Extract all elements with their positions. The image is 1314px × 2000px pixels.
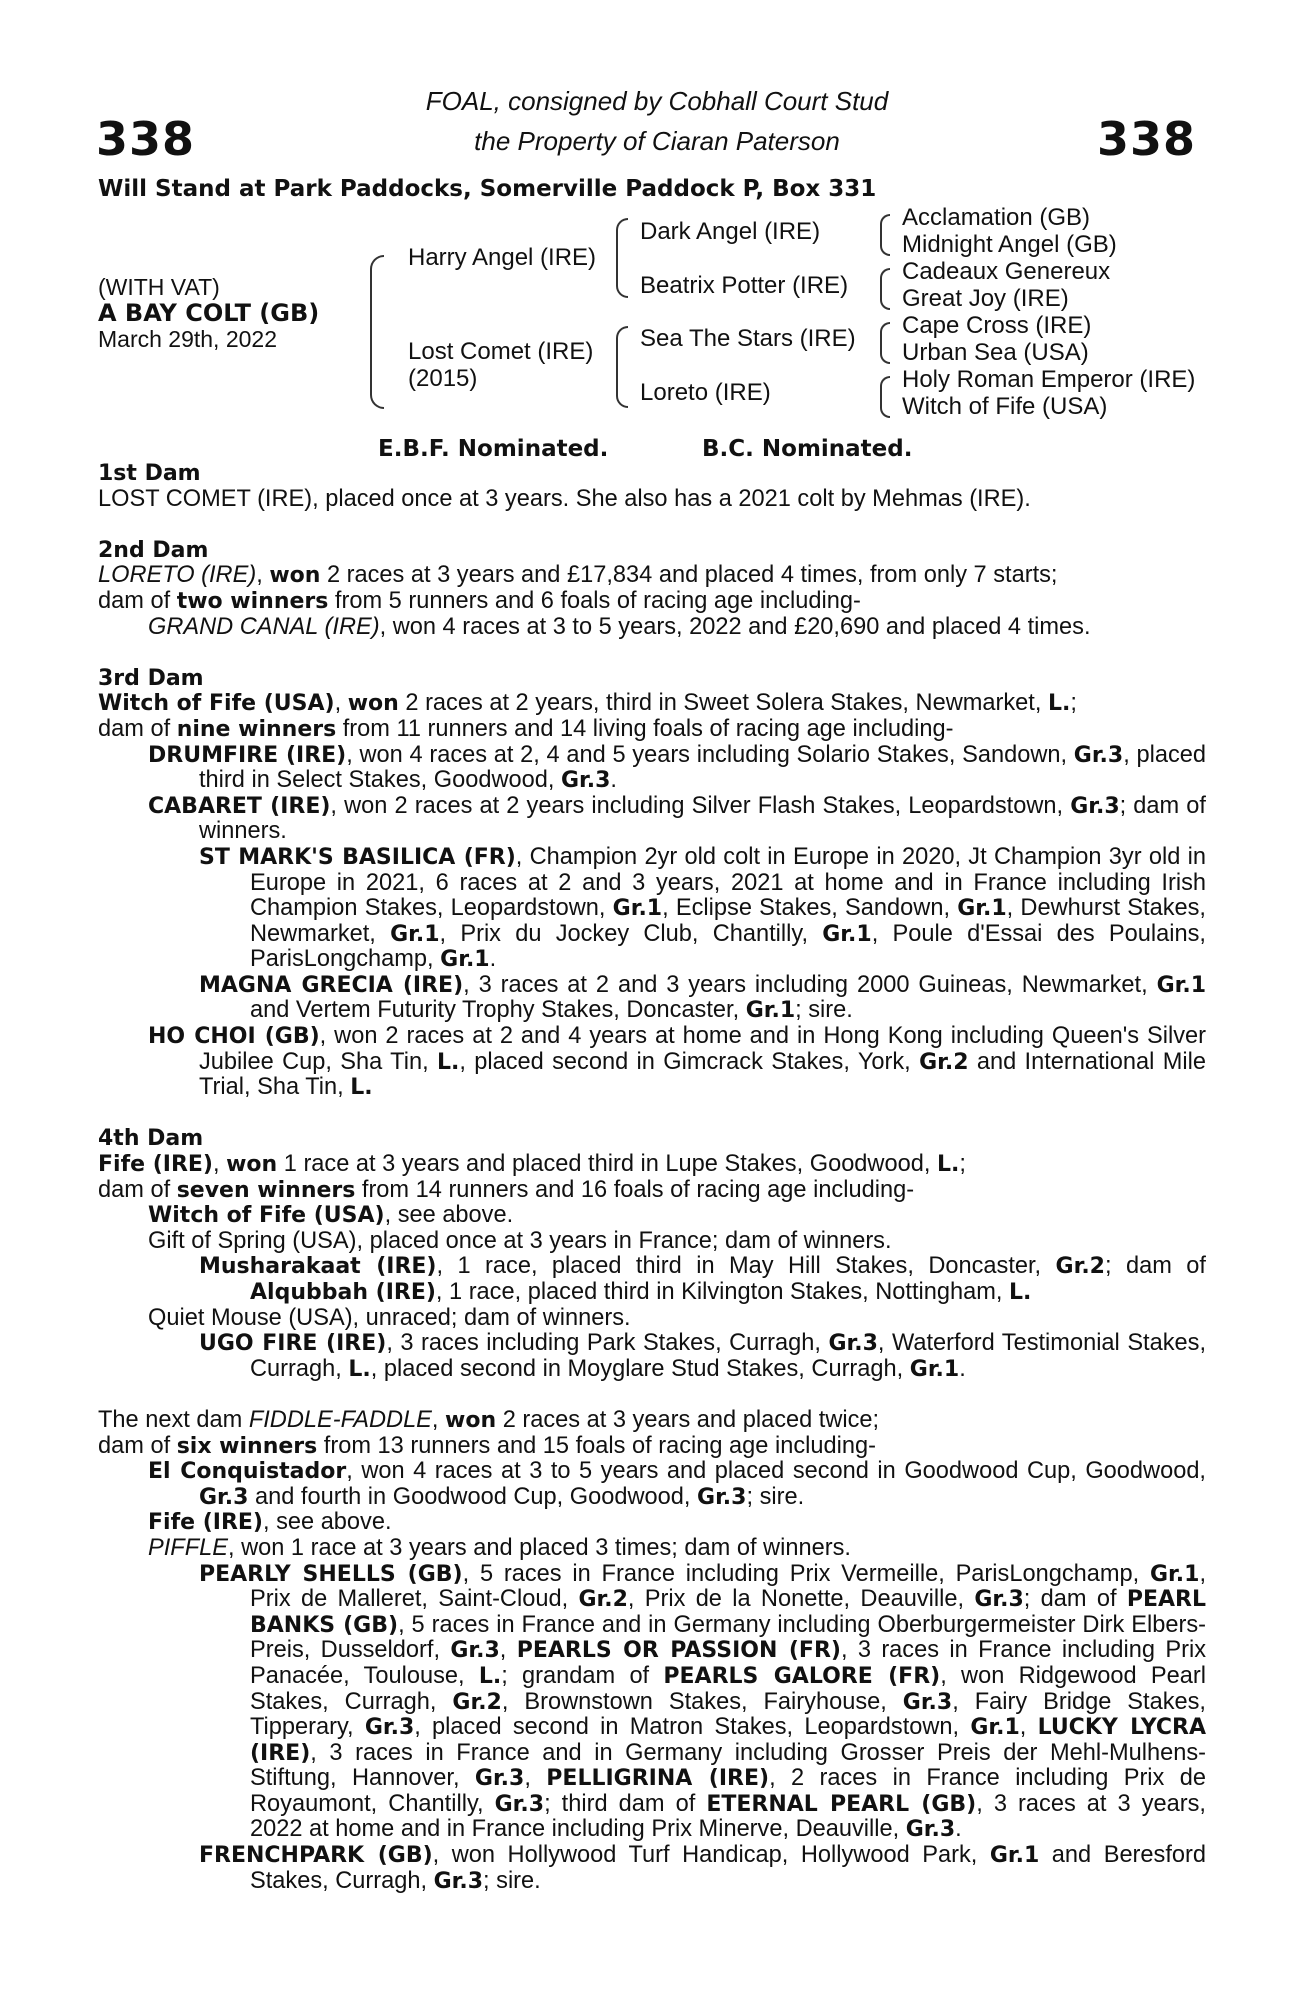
produce-el-conquistador bbox=[98, 1459, 1206, 1510]
text: , placed second in Moyglare Stud Stakes, Curragh, bbox=[370, 1355, 910, 1382]
grade: Gr.1 bbox=[909, 1356, 960, 1382]
grade: Gr.3 bbox=[474, 1766, 525, 1792]
next-dam-name: FIDDLE-FADDLE bbox=[248, 1406, 432, 1433]
next-dam-line1: The next dam FIDDLE-FADDLE, won 2 races at 3 years and placed twice; bbox=[98, 1406, 880, 1433]
grade: Gr.1 bbox=[970, 1715, 1020, 1741]
won-label: won bbox=[269, 563, 321, 589]
text: 2 races at 3 years and £17,834 and placed 4 times, from only 7 starts; bbox=[320, 562, 1058, 589]
produce-pearly-shells: PEARLY SHELLS (GB), 5 races in France including Prix Vermeille, ParisLongchamp, Gr.1, Prix de Malleret, Saint-Cloud, Gr.2, Prix de la Nonette, Deauville, Gr.3; dam of PEARL BANKS (GB), 5 races in France and in Germany including Oberburgermeister Dirk Elbers-Preis, Dusseldorf, Gr.3, PEARLS OR PASSION (FR), 3 races in France including Prix Panacée, Toulouse, L.; grandam of PEARLS GALORE (FR), won Ridgewood Pearl Stakes, Curragh, Gr.2, Brownstown Stakes, Fairyhouse, Gr.3, Fairy Bridge Stakes, Tipperary, Gr.3, placed second in Matron Stakes, Leopardstown, Gr.1, LUCKY LYCRA (IRE), 3 races in France and in Germany including Grosser Preis der Mehl-Mulhens-Stiftung, Hannover, Gr.3, PELLIGRINA (IRE), 2 races in France including Prix de Royaumont, Chantilly, Gr.3; third dam of ETERNAL PEARL (GB), 3 races at 3 years, 2022 at home and in France including Prix Minerve, Deauville, Gr.3. bbox=[199, 1560, 1207, 1843]
grade: Gr.1 bbox=[822, 921, 872, 947]
foaled-date: March 29th, 2022 bbox=[98, 326, 278, 352]
produce-drumfire: DRUMFIRE (IRE), won 4 races at 2, 4 and 5 years including Solario Stakes, Sandown, Gr.3, placed third in Select Stakes, Goodwood, Gr.3. bbox=[148, 741, 1206, 794]
text: dam of bbox=[98, 1176, 177, 1203]
grade: Gr.3 bbox=[560, 768, 611, 794]
vat-note: (WITH VAT) bbox=[98, 274, 220, 300]
listed-label: L. bbox=[350, 1075, 373, 1101]
text: , won Ridgewood Pearl Stakes, Curragh, bbox=[250, 1662, 1206, 1715]
grade: Gr.2 bbox=[452, 1689, 502, 1715]
horse-name: PELLIGRINA (IRE) bbox=[546, 1766, 770, 1792]
text: , placed second in Gimcrack Stakes, York, bbox=[459, 1048, 920, 1075]
ebf-nominated: E.B.F. Nominated. bbox=[378, 436, 609, 462]
listed-label: L. bbox=[1009, 1280, 1032, 1305]
property-line: the Property of Ciaran Paterson bbox=[474, 126, 840, 156]
text: dam of bbox=[98, 1432, 177, 1459]
dam3-heading: 3rd Dam bbox=[98, 665, 204, 691]
text: , see above. bbox=[262, 1509, 392, 1536]
dam3-name: Witch of Fife (USA) bbox=[98, 691, 335, 717]
ped-ds: Sea The Stars (IRE) bbox=[640, 325, 856, 352]
ped-sss: Acclamation (GB) bbox=[902, 204, 1091, 231]
text: , won 4 races at 3 to 5 years and placed second in Goodwood Cup, Goodwood, bbox=[346, 1458, 1206, 1485]
produce-cabaret bbox=[98, 794, 1206, 845]
listed-label: L. bbox=[936, 1152, 960, 1178]
text: , Poule d'Essai des Poulains, ParisLongchamp, bbox=[250, 920, 1206, 973]
grade: Gr.3 bbox=[494, 1791, 545, 1817]
text: ; third dam of bbox=[544, 1790, 707, 1817]
winners-count: nine winners bbox=[176, 716, 337, 742]
text: , 3 races in France including Prix Panacée, Toulouse, bbox=[250, 1637, 1207, 1689]
brace-dd bbox=[880, 376, 890, 418]
horse-name: A BAY COLT (GB) bbox=[98, 299, 320, 327]
text: , Champion 2yr old colt in Europe in 2020, Jt Champion 3yr old in Europe in 2021, 6 races at 2 and 3 years, 2021 at home and in France including Irish Champion Stakes, Leopardstown, bbox=[250, 843, 1206, 922]
text: , Fairy Bridge Stakes, Tipperary, bbox=[250, 1688, 1206, 1741]
brace-sire bbox=[616, 218, 628, 298]
bc-nominated: B.C. Nominated. bbox=[702, 436, 913, 462]
lot-number-right: 338 bbox=[1096, 112, 1196, 166]
grade: Gr.1 bbox=[390, 921, 440, 947]
grade: Gr.3 bbox=[905, 1817, 956, 1843]
horse-name: Witch of Fife (USA) bbox=[148, 1203, 385, 1229]
horse-name: LUCKY LYCRA (IRE) bbox=[250, 1715, 1206, 1766]
produce-quiet-mouse: Quiet Mouse (USA), unraced; dam of winners. bbox=[148, 1304, 631, 1331]
horse-name: PEARLS OR PASSION (FR) bbox=[516, 1638, 841, 1664]
text: , Dewhurst Stakes, Newmarket, bbox=[250, 895, 1206, 947]
text: , won 2 races at 2 and 4 years at home and in Hong Kong including Queen's Silver Jubilee Cup, Sha Tin, bbox=[199, 1023, 1206, 1075]
horse-name: Musharakaat (IRE) bbox=[199, 1254, 437, 1280]
text: , Prix de la Nonette, Deauville, bbox=[627, 1586, 975, 1613]
brace-main bbox=[370, 255, 384, 409]
grade: Gr.1 bbox=[1156, 972, 1206, 998]
text: and fourth in Goodwood Cup, Goodwood, bbox=[248, 1483, 698, 1510]
produce-ho-choi bbox=[98, 1024, 1206, 1101]
text: ; sire. bbox=[795, 997, 853, 1024]
text: , 3 races including Park Stakes, Curragh, bbox=[386, 1330, 829, 1357]
text: dam of bbox=[98, 587, 177, 614]
text: , Prix de Malleret, Saint-Cloud, bbox=[250, 1560, 1206, 1613]
ped-sire: Harry Angel (IRE) bbox=[408, 244, 597, 271]
grade: Gr.2 bbox=[919, 1049, 969, 1075]
text: , Waterford Testimonial Stakes, Curragh, bbox=[250, 1330, 1206, 1382]
text: 2 races at 3 years and placed twice; bbox=[496, 1406, 880, 1433]
horse-name: PEARLY SHELLS (GB) bbox=[199, 1561, 463, 1587]
produce-fife bbox=[98, 1510, 1206, 1536]
ped-sds: Cadeaux Genereux bbox=[902, 258, 1111, 285]
text: 1 race at 3 years and placed third in Lupe Stakes, Goodwood, bbox=[277, 1151, 937, 1178]
winners-count: seven winners bbox=[176, 1177, 356, 1203]
next-dam-line2 bbox=[98, 1434, 1206, 1460]
lot-number-left: 338 bbox=[96, 112, 196, 166]
grade: Gr.3 bbox=[1070, 793, 1120, 819]
text: , won 2 races at 2 years including Silver Flash Stakes, Leopardstown, bbox=[330, 792, 1071, 819]
grade: Gr.2 bbox=[578, 1587, 628, 1613]
ped-ssd: Midnight Angel (GB) bbox=[902, 231, 1117, 258]
grade: Gr.3 bbox=[974, 1587, 1024, 1613]
text: from 5 runners and 6 foals of racing age including- bbox=[328, 587, 861, 614]
brace-ss bbox=[880, 214, 890, 256]
dam1-text: LOST COMET (IRE), placed once at 3 years. She also has a 2021 colt by Mehmas (IRE). bbox=[98, 485, 1031, 512]
text: ; dam of winners. bbox=[199, 792, 1206, 845]
produce-grand-canal bbox=[98, 615, 1206, 641]
text: , 1 race, placed third in May Hill Stakes, Doncaster, bbox=[436, 1253, 1056, 1280]
text: , won 4 races at 2, 4 and 5 years including Solario Stakes, Sandown, bbox=[346, 741, 1074, 768]
text: dam of bbox=[98, 715, 177, 742]
text: from 13 runners and 15 foals of racing age including- bbox=[317, 1432, 876, 1459]
horse-name: Fife (IRE) bbox=[148, 1510, 263, 1536]
catalogue-body bbox=[98, 461, 1206, 1894]
horse-name: ETERNAL PEARL (GB) bbox=[706, 1791, 977, 1817]
ped-dam: Lost Comet (IRE) bbox=[408, 338, 594, 365]
text: and Vertem Futurity Trophy Stakes, Doncaster, bbox=[250, 997, 746, 1024]
won-label: won bbox=[347, 691, 399, 717]
text: , won 4 races at 3 to 5 years, 2022 and £20,690 and placed 4 times. bbox=[379, 613, 1091, 640]
grade: Gr.1 bbox=[612, 896, 663, 922]
grade: Gr.3 bbox=[450, 1638, 500, 1664]
produce-ugo-fire: UGO FIRE (IRE), 3 races including Park Stakes, Curragh, Gr.3, Waterford Testimonial Stakes, Curragh, L., placed second in Moyglare Stud Stakes, Curragh, Gr.1. bbox=[199, 1330, 1206, 1382]
text: ; sire. bbox=[746, 1483, 805, 1510]
winners-count: two winners bbox=[176, 588, 329, 614]
dam3-line1: Witch of Fife (USA), won 2 races at 2 years, third in Sweet Solera Stakes, Newmarket, L.; bbox=[98, 690, 1077, 717]
horse-name: PEARLS GALORE (FR) bbox=[663, 1663, 941, 1689]
text: , 5 races in France including Prix Vermeille, ParisLongchamp, bbox=[462, 1560, 1150, 1587]
ped-sdd: Great Joy (IRE) bbox=[902, 285, 1069, 312]
grade: Gr.1 bbox=[745, 998, 796, 1024]
text: from 11 runners and 14 living foals of racing age including- bbox=[336, 715, 954, 742]
grade: Gr.1 bbox=[957, 896, 1007, 922]
text: , 1 race, placed third in Kilvington Stakes, Nottingham, bbox=[435, 1279, 1010, 1305]
grade: Gr.3 bbox=[902, 1689, 953, 1715]
text: , bbox=[256, 562, 270, 589]
dam2-heading: 2nd Dam bbox=[98, 537, 209, 563]
produce-musharakaat bbox=[98, 1254, 1206, 1305]
grade: Gr.3 bbox=[828, 1331, 878, 1357]
dam2-name: LORETO (IRE) bbox=[98, 562, 257, 589]
text: , 3 races at 3 years, 2022 at home and in France including Prix Minerve, Deauville, bbox=[250, 1790, 1206, 1843]
produce-magna-grecia bbox=[98, 973, 1206, 1024]
text: , won Hollywood Turf Handicap, Hollywood Park, bbox=[432, 1842, 990, 1869]
ped-dam-year: (2015) bbox=[408, 365, 478, 392]
grade: Gr.2 bbox=[1055, 1254, 1105, 1280]
dam4-line2 bbox=[98, 1178, 1206, 1204]
grade: Gr.3 bbox=[1073, 742, 1124, 768]
horse-name: UGO FIRE (IRE) bbox=[199, 1331, 387, 1357]
won-label: won bbox=[445, 1407, 497, 1433]
text: , Prix du Jockey Club, Chantilly, bbox=[439, 920, 823, 947]
horse-name: Alqubbah (IRE) bbox=[250, 1280, 436, 1305]
grade: Gr.1 bbox=[1150, 1561, 1200, 1587]
text: , won 1 race at 3 years and placed 3 times; dam of winners. bbox=[227, 1534, 851, 1561]
horse-name: CABARET (IRE) bbox=[148, 793, 331, 819]
produce-gift-of-spring: Gift of Spring (USA), placed once at 3 years in France; dam of winners. bbox=[148, 1227, 892, 1254]
text: ; sire. bbox=[483, 1867, 541, 1894]
dam2-line1 bbox=[98, 563, 1206, 589]
text: from 14 runners and 16 foals of racing age including- bbox=[355, 1176, 915, 1203]
produce-st-marks: ST MARK'S BASILICA (FR), Champion 2yr old colt in Europe in 2020, Jt Champion 3yr old in Europe in 2021, 6 races at 2 and 3 years, 2021 at home and in France including Irish Champion Stakes, Leopardstown, Gr.1, Eclipse Stakes, Sandown, Gr.1, Dewhurst Stakes, Newmarket, Gr.1, Prix du Jockey Club, Chantilly, Gr.1, Poule d'Essai des Poulains, ParisLongchamp, Gr.1. bbox=[199, 843, 1206, 973]
horse-name: PIFFLE bbox=[148, 1534, 228, 1561]
text: , 2 races in France including Prix de Royaumont, Chantilly, bbox=[250, 1765, 1206, 1817]
text: and International Mile Trial, Sha Tin, bbox=[199, 1048, 1207, 1101]
horse-name: El Conquistador bbox=[148, 1459, 347, 1485]
ped-dds: Holy Roman Emperor (IRE) bbox=[902, 366, 1196, 393]
text: , see above. bbox=[384, 1202, 514, 1229]
dam4-line1: Fife (IRE), won 1 race at 3 years and placed third in Lupe Stakes, Goodwood, L.; bbox=[98, 1151, 966, 1178]
produce-frenchpark bbox=[98, 1843, 1206, 1894]
text: , 3 races at 2 and 3 years including 2000 Guineas, Newmarket, bbox=[463, 971, 1157, 998]
dam3-line2 bbox=[98, 717, 1206, 743]
grade: Gr.1 bbox=[440, 947, 490, 973]
text: and Beresford Stakes, Curragh, bbox=[250, 1842, 1206, 1894]
text: ; dam of bbox=[1104, 1253, 1206, 1280]
ped-dd: Loreto (IRE) bbox=[640, 379, 771, 406]
text: ; grandam of bbox=[501, 1662, 664, 1689]
text: 2 races at 2 years, third in Sweet Solera Stakes, Newmarket, bbox=[398, 690, 1048, 717]
produce-piffle bbox=[98, 1536, 1206, 1562]
brace-sd bbox=[880, 268, 890, 310]
stand-line: Will Stand at Park Paddocks, Somerville Paddock P, Box 331 bbox=[98, 176, 877, 202]
listed-label: L. bbox=[1047, 691, 1071, 717]
ped-ddd: Witch of Fife (USA) bbox=[902, 393, 1108, 420]
horse-name: HO CHOI (GB) bbox=[148, 1024, 320, 1050]
dam4-name: Fife (IRE) bbox=[98, 1152, 213, 1178]
listed-label: L. bbox=[436, 1049, 460, 1075]
grade: Gr.3 bbox=[364, 1715, 415, 1741]
grade: Gr.3 bbox=[199, 1484, 249, 1510]
horse-name: MAGNA GRECIA (IRE) bbox=[199, 972, 464, 998]
dam2-line2 bbox=[98, 589, 1206, 615]
horse-name: ST MARK'S BASILICA (FR) bbox=[199, 844, 516, 870]
ped-sd: Beatrix Potter (IRE) bbox=[640, 272, 849, 299]
grade: Gr.3 bbox=[433, 1868, 484, 1894]
text: , placed third in Select Stakes, Goodwood, bbox=[199, 741, 1206, 794]
horse-name: FRENCHPARK (GB) bbox=[199, 1843, 433, 1869]
text: , 5 races in France and in Germany including Oberburgermeister Dirk Elbers-Preis, Dusseldorf, bbox=[250, 1611, 1206, 1664]
brace-dam bbox=[616, 326, 628, 408]
ped-dss: Cape Cross (IRE) bbox=[902, 312, 1092, 339]
listed-label: L. bbox=[478, 1663, 502, 1689]
text: ; dam of bbox=[1023, 1586, 1127, 1613]
text: , Eclipse Stakes, Sandown, bbox=[662, 895, 958, 922]
dam1-heading: 1st Dam bbox=[98, 461, 201, 486]
grade: Gr.3 bbox=[697, 1484, 747, 1510]
text: , placed second in Matron Stakes, Leopardstown, bbox=[414, 1714, 971, 1741]
grade: Gr.1 bbox=[989, 1843, 1040, 1869]
ped-dsd: Urban Sea (USA) bbox=[902, 339, 1089, 366]
brace-ds bbox=[880, 322, 890, 364]
winners-count: six winners bbox=[176, 1433, 318, 1459]
listed-label: L. bbox=[348, 1356, 371, 1382]
text: , 3 races in France and in Germany including Grosser Preis der Mehl-Mulhens-Stiftung, Hannover, bbox=[250, 1739, 1206, 1792]
horse-name: PEARL BANKS (GB) bbox=[250, 1587, 1207, 1638]
text: The next dam bbox=[98, 1406, 249, 1433]
horse-name: GRAND CANAL (IRE) bbox=[148, 613, 380, 640]
horse-name: DRUMFIRE (IRE) bbox=[148, 742, 347, 768]
ped-ss: Dark Angel (IRE) bbox=[640, 218, 821, 245]
consignor-line: FOAL, consigned by Cobhall Court Stud bbox=[425, 86, 889, 116]
dam4-heading: 4th Dam bbox=[98, 1126, 204, 1152]
text: , Brownstown Stakes, Fairyhouse, bbox=[501, 1688, 903, 1715]
produce-witch-of-fife bbox=[98, 1203, 1206, 1229]
won-label: won bbox=[226, 1152, 278, 1178]
